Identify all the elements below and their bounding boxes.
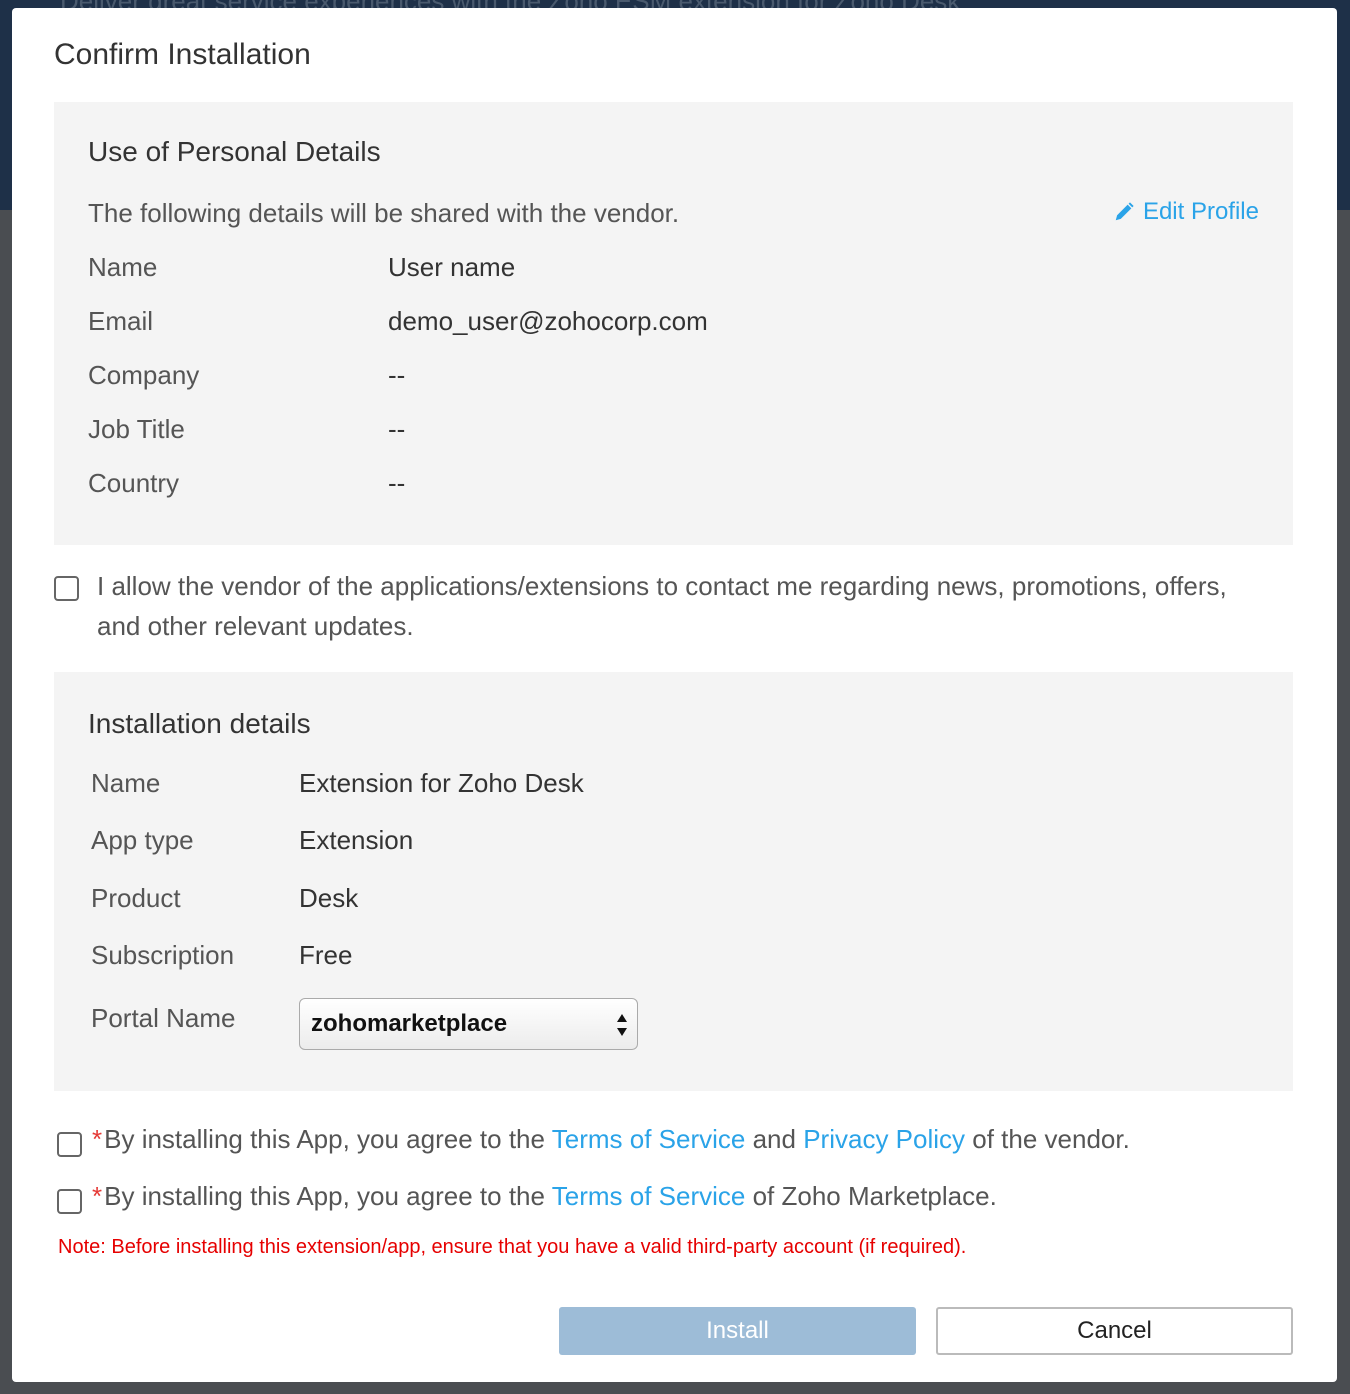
installation-field-row (91, 883, 358, 914)
third-party-note: Note: Before installing this extension/app, ensure that you have a valid third-party account (if required). (58, 1236, 967, 1258)
vendor-agreement-checkbox[interactable] (57, 1132, 82, 1157)
personal-field-row (88, 306, 708, 337)
field-value: Extension (299, 825, 414, 855)
personal-field-row (88, 252, 515, 283)
pencil-icon (1113, 201, 1135, 223)
field-label: App type (91, 825, 194, 855)
vendor-terms-link[interactable]: Terms of Service (551, 1124, 746, 1154)
edit-profile-link[interactable] (1113, 198, 1259, 226)
marketplace-agreement (57, 1181, 997, 1214)
marketplace-agreement-text: *By installing this App, you agree to the Terms of Service of Zoho Marketplace. (92, 1181, 997, 1211)
personal-details-panel (54, 102, 1293, 545)
portal-name-row (91, 1003, 236, 1034)
field-label: Name (91, 768, 161, 798)
field-label: Product (91, 883, 181, 913)
portal-name-value: zohomarketplace (311, 1010, 508, 1037)
installation-field-row (91, 768, 584, 799)
select-arrows-icon (615, 1012, 629, 1038)
personal-field-row (88, 414, 405, 445)
edit-profile-label: Edit Profile (1142, 198, 1259, 225)
dialog-title: Confirm Installation (54, 38, 311, 71)
vendor-agreement (57, 1124, 1130, 1157)
installation-details-panel (54, 672, 1293, 1091)
field-label: Job Title (88, 414, 185, 444)
marketing-consent-checkbox[interactable] (54, 576, 79, 601)
vendor-agreement-text: *By installing this App, you agree to the Terms of Service and Privacy Policy of the vendor. (92, 1124, 1130, 1154)
required-star: * (92, 1124, 103, 1154)
personal-field-row (88, 360, 405, 391)
field-value: Desk (299, 883, 359, 913)
marketing-consent-text: I allow the vendor of the applications/extensions to contact me regarding news, promotions, offers, and other relevant updates. (97, 571, 1227, 641)
marketing-consent (54, 566, 1237, 646)
field-label: Email (88, 306, 154, 336)
personal-field-row (88, 468, 405, 499)
field-value: User name (388, 252, 516, 282)
field-value: -- (388, 468, 406, 498)
field-label: Country (88, 468, 180, 498)
installation-field-row (91, 825, 413, 856)
install-button[interactable]: Install (559, 1307, 916, 1355)
portal-name-select[interactable] (299, 998, 638, 1050)
field-label: Company (88, 360, 200, 390)
marketplace-agreement-checkbox[interactable] (57, 1189, 82, 1214)
field-label: Name (88, 252, 158, 282)
field-value: Free (299, 940, 353, 970)
portal-name-label: Portal Name (91, 1003, 236, 1033)
personal-details-heading: Use of Personal Details (88, 136, 381, 167)
field-value: -- (388, 360, 406, 390)
installation-details-heading: Installation details (88, 708, 311, 739)
confirm-installation-dialog (12, 8, 1337, 1382)
vendor-privacy-link[interactable]: Privacy Policy (803, 1124, 966, 1154)
cancel-button[interactable]: Cancel (936, 1307, 1293, 1355)
required-star: * (92, 1181, 103, 1211)
personal-details-intro: The following details will be shared with the vendor. (88, 198, 680, 228)
marketplace-terms-link[interactable]: Terms of Service (551, 1181, 746, 1211)
field-label: Subscription (91, 940, 235, 970)
field-value: demo_user@zohocorp.com (388, 306, 708, 336)
field-value: Extension for Zoho Desk (299, 768, 584, 798)
installation-field-row (91, 940, 352, 971)
field-value: -- (388, 414, 406, 444)
